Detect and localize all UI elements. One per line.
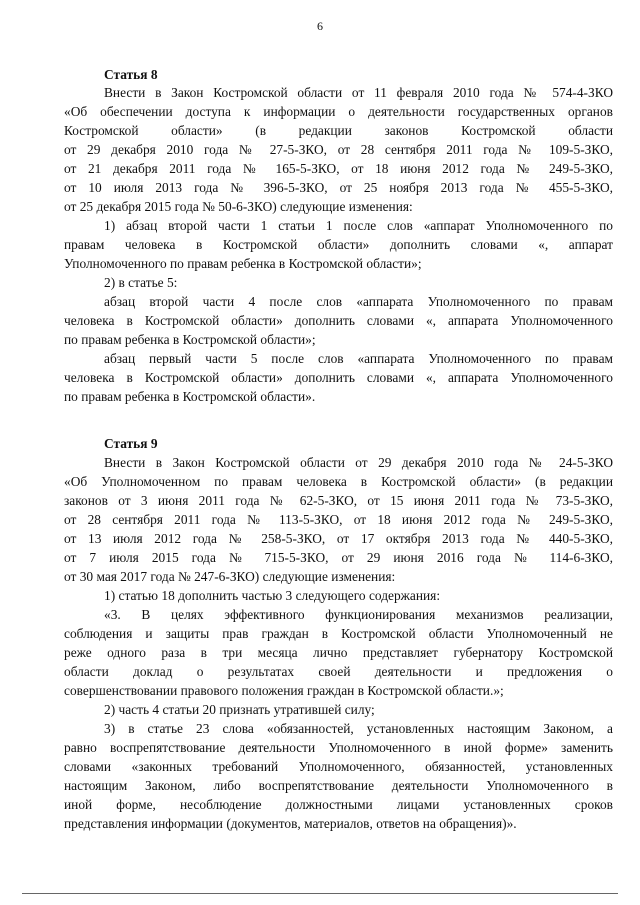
- paragraph-line: по правам ребенка в Костромской области».: [64, 389, 316, 404]
- quoted-line: совершенствовании правового положения граждан в Костромской области.»;: [64, 683, 504, 698]
- paragraph-line: «Об Уполномоченном по правам человека в Костромской области» (в редакции: [64, 474, 613, 489]
- paragraph-line: «Об обеспечении доступа к информации о деятельности государственных органов: [64, 104, 613, 119]
- paragraph-line: Внести в Закон Костромской области от 29 декабря 2010 года № 24-5-ЗКО: [104, 455, 613, 470]
- paragraph-line: человека в Костромской области» дополнить словами «, аппарата Уполномоченного: [64, 313, 613, 328]
- paragraph-line: абзац первый части 5 после слов «аппарата Уполномоченного по правам: [104, 351, 613, 366]
- paragraph-line: правам человека в Костромской области» дополнить словами «, аппарат: [64, 237, 613, 252]
- list-item: 2) в статье 5:: [104, 275, 178, 290]
- paragraph-line: от 28 сентября 2011 года № 113-5-ЗКО, от 18 июня 2012 года № 249-5-ЗКО,: [64, 512, 613, 527]
- article-heading: Статья 8: [104, 67, 158, 82]
- article-heading: Статья 9: [104, 436, 158, 451]
- list-item: 1) статью 18 дополнить частью 3 следующего содержания:: [104, 588, 441, 603]
- paragraph-line: от 13 июля 2012 года № 258-5-ЗКО, от 17 октября 2013 года № 440-5-ЗКО,: [64, 531, 613, 546]
- paragraph-line: Уполномоченного по правам ребенка в Костромской области»;: [64, 256, 422, 271]
- paragraph-line: от 30 мая 2017 года № 247-6-ЗКО) следующие изменения:: [64, 569, 396, 584]
- list-item: 2) часть 4 статьи 20 признать утратившей силу;: [104, 702, 375, 717]
- paragraph-line: от 21 декабря 2011 года № 165-5-ЗКО, от 18 июня 2012 года № 249-5-ЗКО,: [64, 161, 613, 176]
- paragraph-line: абзац второй части 4 после слов «аппарата Уполномоченного по правам: [104, 294, 613, 309]
- quoted-line: «3. В целях эффективного функционирования механизмов реализации,: [104, 607, 613, 622]
- list-item: 3) в статье 23 слова «обязанностей, установленных настоящим Законом, а: [104, 721, 613, 736]
- quoted-line: области доклад о результатах своей деятельности и предложения о: [64, 664, 613, 679]
- paragraph-line: словами «законных требований Уполномоченного, обязанностей, установленных: [64, 759, 613, 774]
- paragraph-line: Костромской области» (в редакции законов Костромской области: [64, 123, 613, 138]
- paragraph-line: настоящим Законом, либо воспрепятствование деятельности Уполномоченного в: [64, 778, 613, 793]
- quoted-line: соблюдения и защиты прав граждан в Костромской области Уполномоченный не: [64, 626, 613, 641]
- paragraph-line: от 7 июля 2015 года № 715-5-ЗКО, от 29 июня 2016 года № 114-6-ЗКО,: [64, 550, 613, 565]
- paragraph-line: равно воспрепятствование деятельности Уполномоченного в иной форме» заменить: [64, 740, 613, 755]
- paragraph-line: от 25 декабря 2015 года № 50-6-ЗКО) следующие изменения:: [64, 199, 413, 214]
- paragraph-line: представления информации (документов, материалов, ответов на обращения)».: [64, 816, 517, 831]
- page-number: 6: [317, 19, 323, 33]
- paragraph-line: Внести в Закон Костромской области от 11 февраля 2010 года № 574-4-ЗКО: [104, 85, 613, 100]
- paragraph-line: иной форме, несоблюдение должностными лицами установленных сроков: [64, 797, 613, 812]
- quoted-line: реже одного раза в три месяца лично представляет губернатору Костромской: [64, 645, 613, 660]
- paragraph-line: по правам ребенка в Костромской области»;: [64, 332, 316, 347]
- paragraph-line: от 10 июля 2013 года № 396-5-ЗКО, от 25 ноября 2013 года № 455-5-ЗКО,: [64, 180, 613, 195]
- paragraph-line: человека в Костромской области» дополнить словами «, аппарата Уполномоченного: [64, 370, 613, 385]
- paragraph-line: законов от 3 июня 2011 года № 62-5-ЗКО, от 15 июня 2011 года № 73-5-ЗКО,: [64, 493, 613, 508]
- list-item: 1) абзац второй части 1 статьи 1 после слов «аппарат Уполномоченного по: [104, 218, 613, 233]
- paragraph-line: от 29 декабря 2010 года № 27-5-ЗКО, от 28 сентября 2011 года № 109-5-ЗКО,: [64, 142, 613, 157]
- page-bottom-edge: [22, 893, 618, 894]
